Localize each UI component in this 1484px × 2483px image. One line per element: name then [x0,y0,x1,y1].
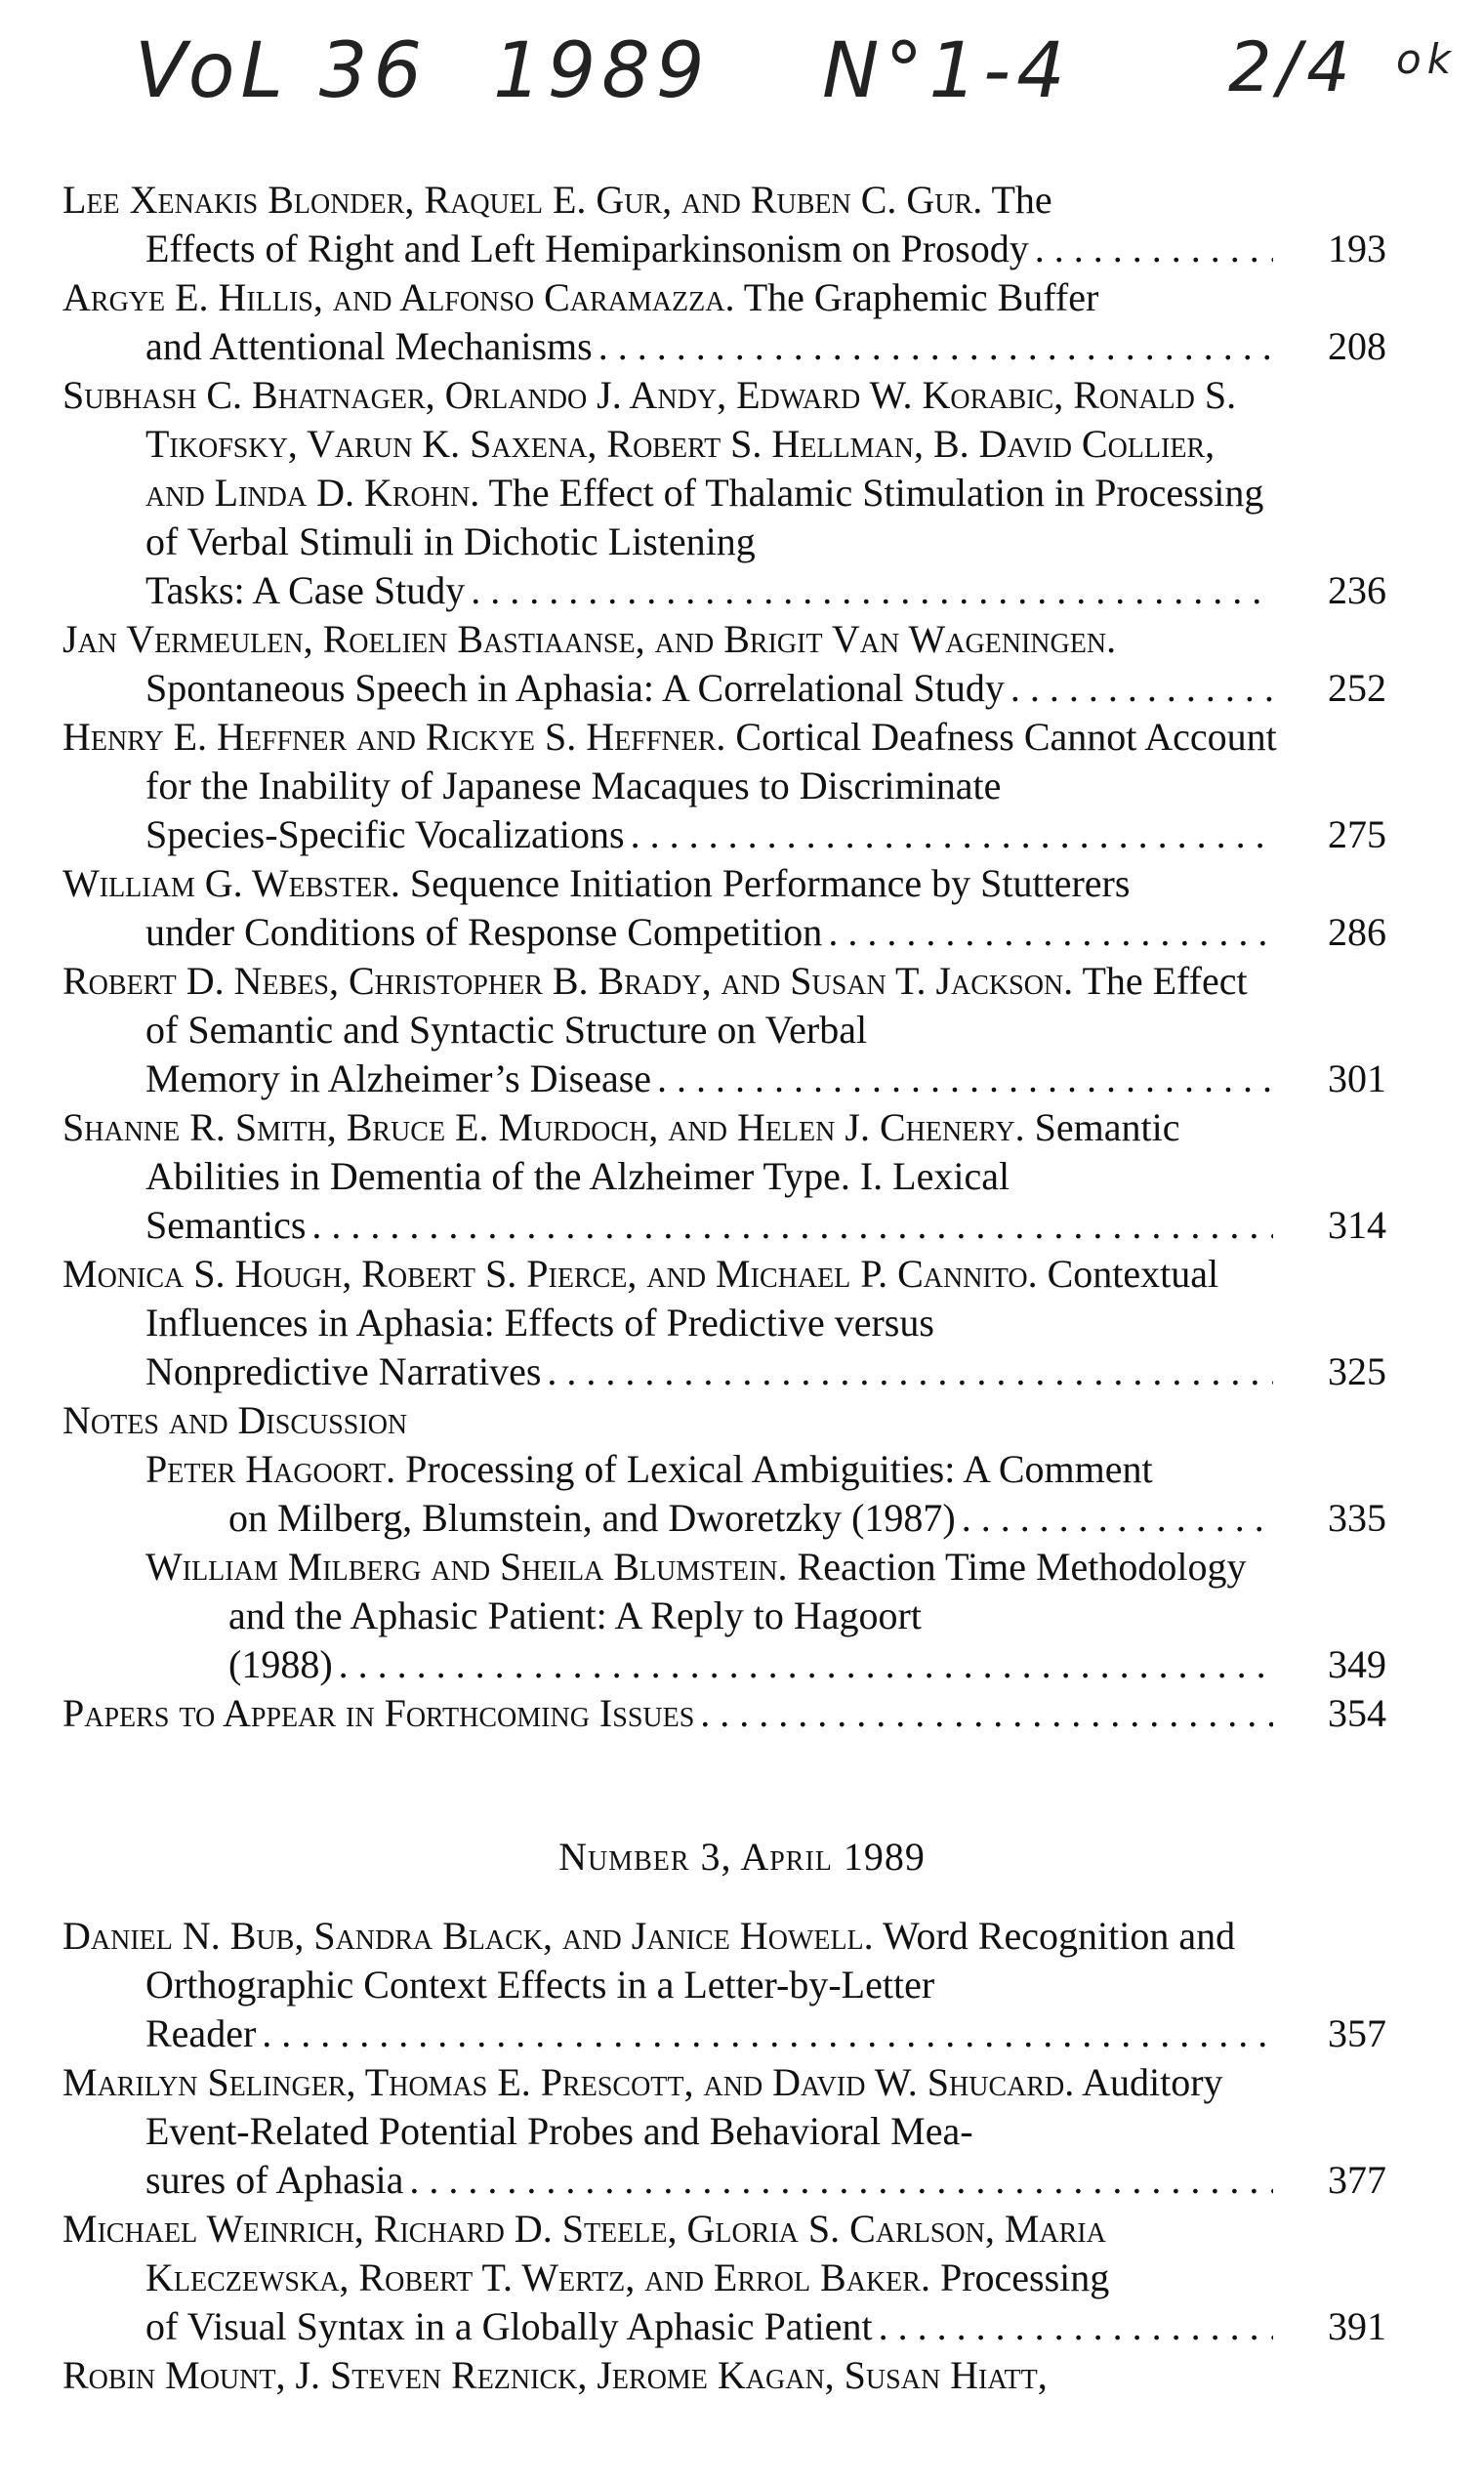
handwritten-volume: VoL 36 [135,27,429,115]
entry-text [62,957,1279,1103]
page-number: 325 [1328,1349,1386,1393]
entry-authors: Marilyn Selinger, Thomas E. Prescott, and David W. Shucard. [62,2060,1075,2104]
entry-text [62,713,1279,859]
leader-dots [471,566,1273,615]
entry-title-lead: Auditory Event-Related Potential Probes and Behavioral Mea- [145,2060,1223,2153]
entry-authors: Lee Xenakis Blonder, Raquel E. Gur, and Ruben C. Gur. [62,178,983,222]
entry-authors: Subhash C. Bhatnager, Orlando J. Andy, Edward W. Korabic, Ronald S. Tikofsky, Varun K. Saxena, Robert S. Hellman, B. David Collier, and Linda D. Krohn. [62,373,1237,515]
page-number: 208 [1328,324,1386,368]
entry-title-end: and Attentional Mechanisms [145,324,593,368]
page-number: 377 [1328,2158,1386,2202]
entry-title-end: Tasks: A Case Study [145,568,466,612]
entry-authors: Shanne R. Smith, Bruce E. Murdoch, and Helen J. Chenery. [62,1105,1025,1149]
page-number: 335 [1328,1496,1386,1540]
toc-entry [62,2058,1386,2205]
entry-authors: Argye E. Hillis, and Alfonso Caramazza. [62,275,735,319]
page-number: 301 [1328,1056,1386,1100]
entry-list [62,1912,1386,2400]
toc-entry [62,1543,1386,1689]
entry-title-lead: The Effect of Semantic and Syntactic Structure on Verbal [145,959,1248,1052]
entry-authors: Michael Weinrich, Richard D. Steele, Gloria S. Carlson, Maria Kleczewska, Robert T. Wertz, and Errol Baker. [62,2207,1106,2299]
section-heading: Number 3, April 1989 [558,1835,926,1879]
entry-text [62,2058,1279,2205]
page-number: 193 [1328,227,1386,270]
entry-title-end: Reader [145,2011,257,2055]
entry-authors: Jan Vermeulen, Roelien Bastiaanse, and Brigit Van Wageningen. [62,617,1117,661]
entry-title-lead: Semantic Abilities in Dementia of the Alzheimer Type. I. Lexical [145,1105,1180,1198]
entry-title-lead: Reaction Time Methodology and the Aphasic Patient: A Reply to Hagoort [228,1545,1247,1637]
forthcoming-entry [62,1689,1386,1738]
entry-authors: Robert D. Nebes, Christopher B. Brady, and Susan T. Jackson. [62,959,1074,1003]
toc-entry [62,176,1386,273]
toc-entry [62,713,1386,859]
entry-text [62,2205,1279,2351]
handwritten-number: N°1-4 [822,27,1071,115]
page-number: 314 [1328,1203,1386,1247]
leader-dots [962,1494,1273,1543]
entry-title-lead: Contextual Influences in Aphasia: Effects of Predictive versus [145,1252,1219,1345]
entry-title-lead: The [991,178,1052,222]
leader-dots [657,1055,1273,1103]
entry-authors: Daniel N. Bub, Sandra Black, and Janice Howell. [62,1914,874,1958]
toc-entry [62,1912,1386,2058]
leader-dots [339,1640,1273,1689]
entry-title-lead: Processing of Lexical Ambiguities: A Comment [405,1447,1153,1491]
entry-title-end: Effects of Right and Left Hemiparkinsonism on Prosody [145,227,1029,270]
page-number: 286 [1328,910,1386,954]
leader-dots [547,1347,1273,1396]
entry-text [62,273,1279,371]
entry-text [62,371,1279,615]
entry-text [62,615,1279,713]
entry-title-end: under Conditions of Response Competition [145,910,823,954]
entry-title-lead: The Effect of Thalamic Stimulation in Processing of Verbal Stimuli in Dichotic Listening [145,471,1264,563]
entry-authors: Monica S. Hough, Robert S. Pierce, and Michael P. Cannito. [62,1252,1038,1296]
table-of-contents-top [62,176,1386,1738]
page-number: 391 [1328,2304,1386,2348]
toc-entry [62,1103,1386,1250]
entry-authors: William Milberg and Sheila Blumstein. [145,1545,788,1589]
entry-title-lead: Sequence Initiation Performance by Stutterers [409,861,1131,905]
toc-entry [62,1445,1386,1543]
entry-authors: Henry E. Heffner and Rickye S. Heffner. [62,715,726,759]
entry-text [145,1445,1279,1543]
page-number: 354 [1328,1691,1386,1735]
entry-title-end: Semantics [145,1203,307,1247]
table-of-contents-bottom [62,1912,1386,2400]
entry-title-end: Species-Specific Vocalizations [145,812,625,856]
toc-entry [62,957,1386,1103]
entry-text [62,859,1279,957]
notes-list [62,1445,1386,1689]
toc-entry [62,273,1386,371]
handwritten-fraction: 2/4 [1228,27,1356,107]
page-number: 349 [1328,1642,1386,1686]
entry-title-lead: The Graphemic Buffer [743,275,1099,319]
entry-authors: Peter Hagoort. [145,1447,396,1491]
leader-dots [1010,664,1273,713]
entry-title-end: Memory in Alzheimer’s Disease [145,1056,652,1100]
entry-text [62,1912,1279,2058]
entry-authors: Robin Mount, J. Steven Reznick, Jerome Kagan, Susan Hiatt, [62,2353,1048,2397]
entry-title-end: Spontaneous Speech in Aphasia: A Correlational Study [145,666,1005,710]
entry-title-lead: Word Recognition and Orthographic Context Effects in a Letter-by-Letter [145,1914,1236,2007]
entry-text [62,1250,1279,1396]
notes-heading: Notes and Discussion [62,1398,408,1442]
leader-dots [828,908,1273,957]
leader-dots [700,1689,1273,1738]
handwritten-ok: ok [1396,35,1458,83]
page-number: 357 [1328,2011,1386,2055]
entry-title-end: (1988) [228,1642,333,1686]
page-number: 236 [1328,568,1386,612]
toc-entry [62,2205,1386,2351]
entry-title-end: Nonpredictive Narratives [145,1349,542,1393]
entry-title-end: on Milberg, Blumstein, and Dworetzky (1987) [228,1496,956,1540]
leader-dots [879,2302,1273,2351]
leader-dots [409,2156,1273,2205]
toc-entry [62,615,1386,713]
leader-dots [311,1201,1273,1250]
leader-dots [598,322,1273,371]
entry-title-lead: Processing [939,2255,1110,2299]
entry-text [62,1103,1279,1250]
toc-entry [62,2351,1386,2400]
forthcoming-label: Papers to Appear in Forthcoming Issues [62,1691,695,1735]
page-number: 252 [1328,666,1386,710]
entry-text [62,176,1279,273]
entry-text [62,2351,1279,2400]
handwritten-year: 1989 [493,27,711,115]
leader-dots [262,2009,1273,2058]
entry-title-lead: Cortical Deafness Cannot Account for the Inability of Japanese Macaques to Discriminate [145,715,1277,807]
entry-authors: William G. Webster. [62,861,400,905]
entry-list [62,176,1386,1396]
leader-dots [1035,225,1273,273]
entry-title-end: sures of Aphasia [145,2158,404,2202]
entry-title-end: of Visual Syntax in a Globally Aphasic Patient [145,2304,873,2348]
page-number: 275 [1328,812,1386,856]
entry-text [145,1543,1279,1689]
toc-entry [62,859,1386,957]
toc-entry [62,371,1386,615]
toc-entry [62,1250,1386,1396]
leader-dots [631,810,1273,859]
